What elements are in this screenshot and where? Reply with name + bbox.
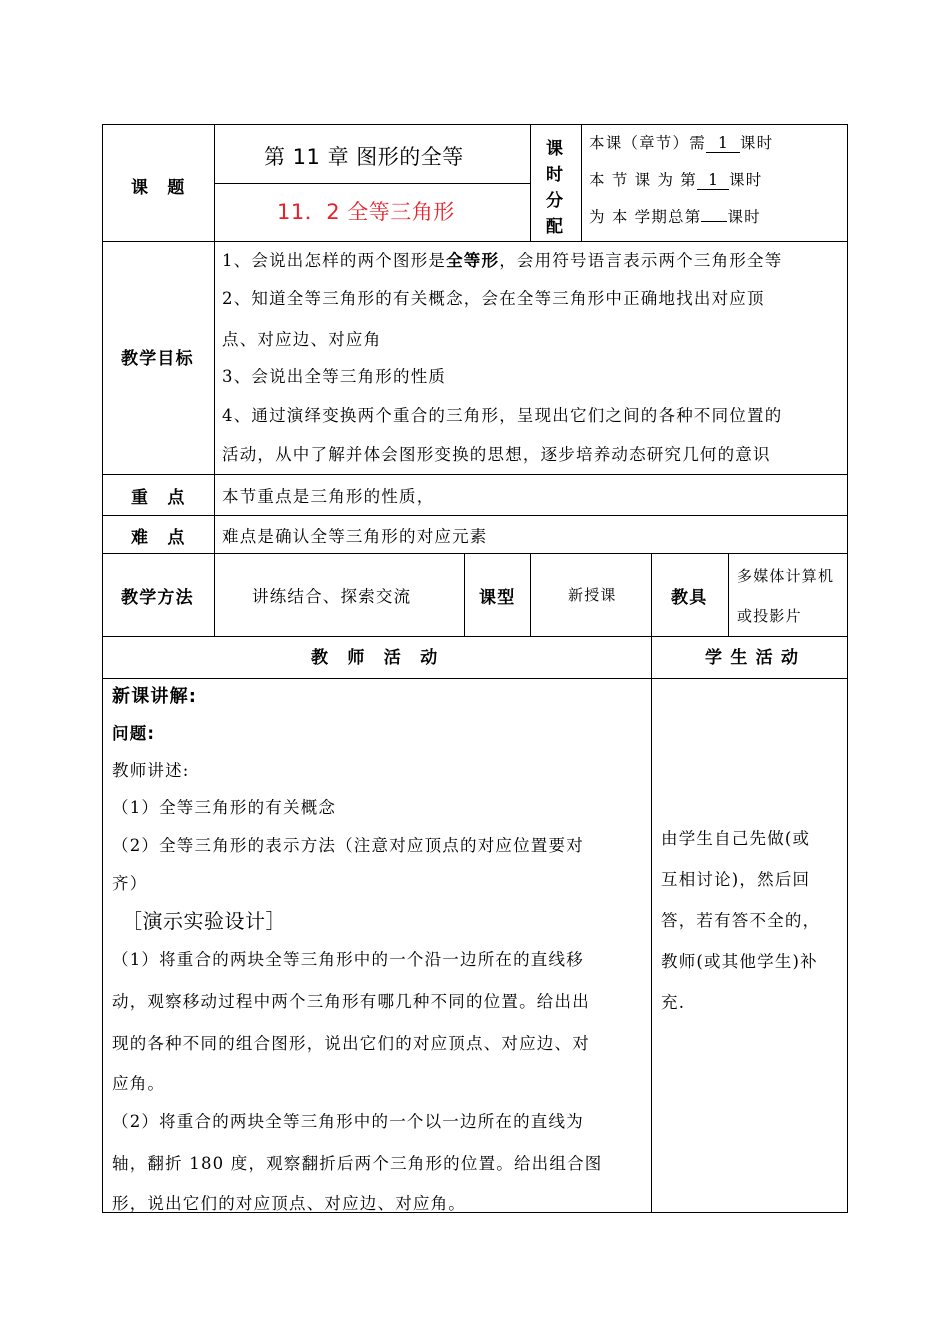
- rule-label-col: [214, 124, 215, 637]
- objective-line-1-bold: 全等形: [446, 251, 500, 270]
- student-line-1: 由学生自己先做(或: [661, 829, 811, 848]
- rule-method-split-2: [530, 553, 531, 637]
- teacher-activity-header: 教 师 活 动: [311, 648, 439, 668]
- objective-line-5: 4、通过演绎变换两个重合的三角形，呈现出它们之间的各种不同位置的: [222, 406, 783, 425]
- experiment-1-line-2: 动，观察移动过程中两个三角形有哪几种不同的位置。给出出: [112, 992, 590, 1011]
- time-line-2-prefix: 本 节 课 为 第: [589, 171, 698, 189]
- new-lesson-heading: 新课讲解:: [112, 686, 198, 707]
- difficulty-text: 难点是确认全等三角形的对应元素: [222, 527, 488, 546]
- objectives-label: 教学目标: [121, 349, 194, 369]
- time-label-char-2: 时: [546, 165, 565, 185]
- objective-line-1: [222, 247, 782, 271]
- experiment-2-line-3: 形，说出它们的对应顶点、对应边、对应角。: [112, 1194, 466, 1213]
- time-line-1-suffix: 课时: [739, 134, 774, 152]
- objective-line-3: 点、对应边、对应角: [222, 330, 382, 349]
- topic-label: 课 题: [131, 178, 186, 198]
- rule-left: [102, 124, 103, 1213]
- method-label: 教学方法: [121, 588, 194, 608]
- chapter-title: 第 11 章 图形的全等: [264, 145, 464, 169]
- teacher-item-1: （1）全等三角形的有关概念: [112, 798, 337, 817]
- teacher-narration: 教师讲述:: [112, 761, 190, 780]
- rule-right: [847, 124, 848, 1213]
- key-point-label: 重 点: [131, 488, 186, 508]
- type-label: 课型: [479, 588, 516, 608]
- time-label-char-1: 课: [546, 139, 565, 159]
- method-value: 讲练结合、探索交流: [252, 587, 412, 606]
- objective-line-4: 3、会说出全等三角形的性质: [222, 367, 447, 386]
- rule-time-label-left: [530, 124, 531, 242]
- demo-design-title: ［演示实验设计］: [122, 909, 286, 933]
- difficulty-label: 难 点: [131, 528, 186, 548]
- experiment-1-line-4: 应角。: [112, 1074, 166, 1093]
- tools-label: 教具: [671, 588, 708, 608]
- objective-line-1a: 1、会说出怎样的两个图形是: [222, 251, 447, 270]
- experiment-2-line-2: 轴，翻折 180 度，观察翻折后两个三角形的位置。给出组合图: [112, 1154, 603, 1173]
- time-line-1-value: 1: [706, 136, 740, 153]
- time-line-1: [589, 131, 773, 153]
- time-line-2-suffix: 课时: [729, 171, 763, 189]
- experiment-2-line-1: （2）将重合的两块全等三角形中的一个以一边所在的直线为: [112, 1112, 584, 1131]
- rule-method-split-1: [464, 553, 465, 637]
- objective-line-6: 活动，从中了解并体会图形变换的思想，逐步培养动态研究几何的意识: [222, 445, 771, 464]
- rule-method-split-3: [651, 553, 652, 637]
- student-line-5: 充.: [661, 993, 686, 1012]
- student-line-3: 答，若有答不全的，: [661, 911, 821, 930]
- section-title: 11．2 全等三角形: [277, 200, 455, 224]
- time-line-1-prefix: 本课（章节）需: [589, 134, 706, 152]
- type-value: 新授课: [568, 586, 617, 604]
- experiment-1-line-3: 现的各种不同的组合图形，说出它们的对应顶点、对应边、对: [112, 1034, 590, 1053]
- student-line-4: 教师(或其他学生)补: [661, 952, 818, 971]
- rule-method-split-4: [728, 553, 729, 637]
- objective-line-1b: ，会用符号语言表示两个三角形全等: [499, 251, 783, 270]
- time-line-3-prefix: 为 本 学期总第: [589, 208, 702, 226]
- time-line-3-value: [701, 205, 727, 222]
- time-label-char-3: 分: [546, 191, 565, 211]
- time-line-2: [589, 168, 762, 190]
- rule-time-label-right: [581, 124, 582, 242]
- key-point-text: 本节重点是三角形的性质，: [222, 487, 435, 506]
- student-line-2: 互相讨论)，然后回: [661, 870, 811, 889]
- rule-activity-split: [651, 636, 652, 1213]
- time-line-3: [589, 205, 761, 227]
- question-heading: 问题:: [112, 724, 156, 743]
- experiment-1-line-1: （1）将重合的两块全等三角形中的一个沿一边所在的直线移: [112, 950, 584, 969]
- time-line-3-suffix: 课时: [727, 208, 761, 226]
- tools-line-2: 或投影片: [737, 607, 802, 625]
- teacher-item-2-line-1: （2）全等三角形的表示方法（注意对应顶点的对应位置要对: [112, 836, 584, 855]
- time-line-2-value: 1: [697, 173, 729, 190]
- rule-chapter-split: [214, 183, 530, 184]
- time-label-char-4: 配: [546, 217, 565, 237]
- objective-line-2: 2、知道全等三角形的有关概念，会在全等三角形中正确地找出对应顶: [222, 289, 765, 308]
- teacher-item-2-line-2: 齐）: [112, 874, 148, 893]
- student-activity-header: 学 生 活 动: [705, 648, 800, 668]
- rule-activity-header-bottom: [102, 678, 848, 679]
- tools-line-1: 多媒体计算机: [737, 567, 835, 585]
